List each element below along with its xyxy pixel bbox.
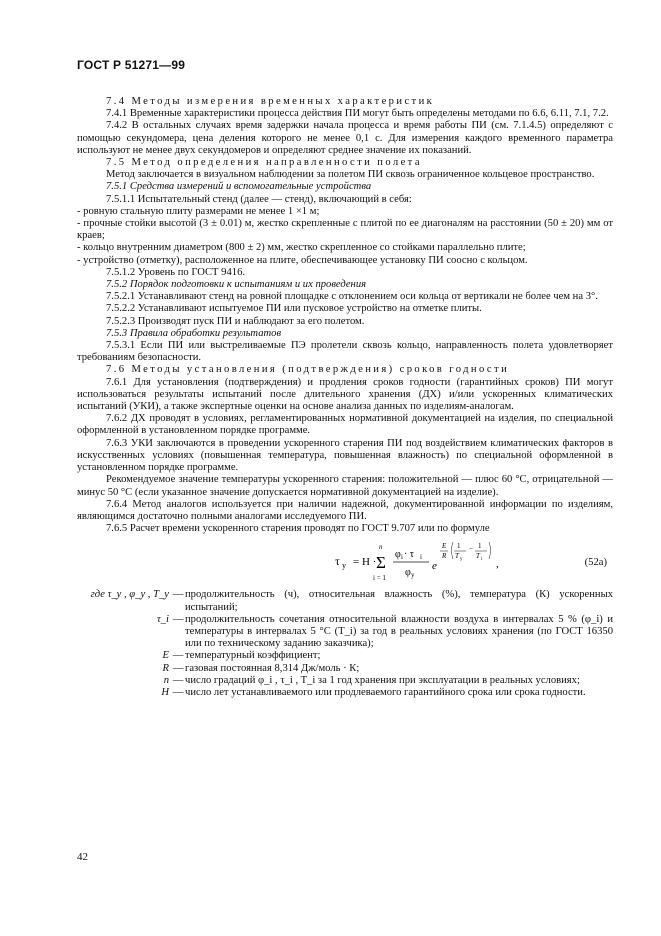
definition-dash: — bbox=[172, 589, 184, 601]
definition-row bbox=[77, 589, 613, 613]
paragraph-list bbox=[77, 96, 613, 535]
paragraph: - ровную стальную плиту размерами не менее 1 ×1 м; bbox=[77, 205, 320, 217]
formula-exp-E: E bbox=[442, 542, 447, 551]
formula-exp-paren-right bbox=[489, 542, 491, 559]
formula-num-sub2: i bbox=[420, 553, 422, 562]
paragraph: 7.6.2 ДХ проводят в условиях, регламентированных нормативной документацией на изделия, по специальной оформленной в установленном порядке программе. bbox=[77, 413, 613, 437]
definition-text: газовая постоянная 8,314 Дж/моль · К; bbox=[185, 662, 360, 674]
definition-symbol: H bbox=[161, 686, 169, 698]
definition-text: продолжительность сочетания относительной влажности воздуха в интервалах 5 % (φ_i) и температуры в интервалах 5 °С (T_i) за год в реальных условиях хранения (по ГОСТ 16350 или по техническому заданию заказчика); bbox=[185, 613, 613, 650]
formula-exp-T-b-sub: i bbox=[481, 557, 483, 563]
paragraph: 7.5 Метод определения направленности полета bbox=[106, 157, 422, 169]
paragraph: 7.6.1 Для установления (подтверждения) и продления сроков годности (гарантийных сроков) ПИ могут использоваться результаты испытаний после длительного хранения (ДХ) и/или ускоренных климатических испытаний (УКИ), а также экспертные оценки на основе анализа данных по изделиям-аналогам. bbox=[77, 376, 613, 413]
formula-exp-T-b: T bbox=[476, 552, 480, 561]
formula-exp-one-b: 1 bbox=[478, 542, 482, 551]
formula-52a bbox=[77, 535, 613, 589]
definitions-list bbox=[77, 589, 613, 699]
formula-graphic bbox=[335, 537, 535, 587]
definition-dash: — bbox=[172, 662, 184, 674]
paragraph: 7.4.1 Временные характеристики процесса действия ПИ могут быть определены методами по 6.6, 6.11, 7.1, 7.2. bbox=[106, 108, 609, 120]
paragraph: 7.6.5 Расчет времени ускоренного старения проводят по ГОСТ 9.707 или по формуле bbox=[106, 523, 490, 535]
formula-den: φ bbox=[405, 567, 411, 579]
formula-exp-paren-left bbox=[452, 542, 454, 559]
definition-row bbox=[77, 687, 613, 699]
definition-symbol: R bbox=[162, 662, 169, 674]
definition-symbol: n bbox=[163, 674, 169, 686]
definition-text: температурный коэффициент; bbox=[185, 650, 321, 662]
paragraph: - кольцо внутренним диаметром (800 ± 2) мм, жестко скрепленное со стойками параллельно плите; bbox=[77, 242, 526, 254]
formula-exp-one-a: 1 bbox=[457, 542, 461, 551]
formula-exp-T-a: T bbox=[455, 552, 459, 561]
paragraph: 7.5.1 Средства измерений и вспомогательные устройства bbox=[106, 181, 372, 193]
definition-text: число лет устанавливаемого или продлеваемого гарантийного срока или срока годности. bbox=[185, 686, 586, 698]
definition-symbol: E bbox=[162, 650, 169, 662]
definition-row bbox=[77, 675, 613, 687]
paragraph: 7.6 Методы установления (подтверждения) сроков годности bbox=[106, 364, 510, 376]
definition-symbol: τ_i bbox=[156, 613, 169, 625]
paragraph: 7.5.1.1 Испытательный стенд (далее — стенд), включающий в себя: bbox=[106, 193, 412, 205]
formula-sum-bottom: i = 1 bbox=[373, 574, 386, 583]
document-body bbox=[77, 96, 613, 699]
formula-number: (52а) bbox=[584, 557, 607, 569]
formula-num-sub: i bbox=[401, 553, 403, 562]
definition-symbol: где τ_у , φ_у , T_у bbox=[90, 589, 169, 601]
paragraph: 7.4.2 В остальных случаях время задержки начала процесса и время работы ПИ (см. 7.1.4.5) определяют с помощью секундомера, цена деления которого не менее 0,1 с. Для измерения каждого временного параметра используют не менее двух секундомеров и определяют среднее значение их показаний. bbox=[77, 120, 613, 156]
definition-dash: — bbox=[172, 686, 184, 698]
document-header: ГОСТ Р 51271—99 bbox=[77, 58, 186, 72]
formula-exp-minus: − bbox=[469, 545, 473, 554]
formula-eq: = H · bbox=[353, 556, 377, 569]
definition-text: продолжительность (ч), относительная влажность (%), температура (К) ускоренных испытаний; bbox=[185, 589, 613, 613]
paragraph: - устройство (отметку), расположенное на плите, обеспечивающее установку ПИ соосно с кольцом. bbox=[77, 254, 528, 266]
paragraph: Рекомендуемое значение температуры ускоренного старения: положительной — плюс 60 °С, отрицательной — минус 50 °С (если указанное значение допускается нормативной документацией на изделие). bbox=[77, 474, 613, 498]
paragraph: 7.5.2.1 Устанавливают стенд на ровной площадке с отклонением оси кольца от вертикали не более чем на 3°. bbox=[106, 291, 598, 303]
formula-den-sub: у bbox=[411, 571, 415, 580]
paragraph: - прочные стойки высотой (3 ± 0.01) м, жестко скрепленные с плитой по ее диагоналям на расстоянии (50 ± 20) мм от краев; bbox=[77, 218, 613, 242]
paragraph: 7.6.3 УКИ заключаются в проведении ускоренного старения ПИ под воздействием климатических факторов в искусственных условиях (повышенная температура, повышенная влажность) по специальной оформленной в установленном порядке программе. bbox=[77, 437, 613, 474]
paragraph: 7.5.2 Порядок подготовки к испытаниям и их проведения bbox=[106, 279, 367, 291]
formula-lhs: τ bbox=[335, 554, 340, 569]
formula-sum-top: n bbox=[379, 543, 383, 552]
paragraph: Метод заключается в визуальном наблюдении за полетом ПИ сквозь ограниченное кольцевое пространство. bbox=[106, 169, 595, 181]
paragraph: 7.5.2.3 Производят пуск ПИ и наблюдают за его полетом. bbox=[106, 315, 365, 327]
formula-sum: Σ bbox=[376, 553, 386, 573]
paragraph: 7.4 Методы измерения временных характеристик bbox=[106, 96, 435, 107]
definition-row bbox=[77, 663, 613, 675]
formula-exp-T-a-sub: у bbox=[460, 557, 463, 563]
formula-num: φ bbox=[395, 549, 401, 561]
paragraph: 7.6.4 Метод аналогов используется при наличии надежной, документированной информации по изделиям, являющимся достаточно полными аналогами исследуемого ПИ. bbox=[77, 498, 613, 522]
formula-comma: , bbox=[496, 558, 499, 571]
formula-num-mid: · τ bbox=[404, 549, 414, 561]
definition-text: число градаций φ_i , τ_i , T_i за 1 год хранения при эксплуатации в реальных условиях; bbox=[185, 674, 580, 686]
paragraph: 7.5.1.2 Уровень по ГОСТ 9416. bbox=[106, 266, 246, 278]
formula-exp-R: R bbox=[442, 552, 447, 561]
paragraph: 7.5.3.1 Если ПИ или выстреливаемые ПЭ пролетели сквозь кольцо, направленность полета удовлетворяет требованиям безопасности. bbox=[77, 340, 613, 364]
formula-lhs-sub: у bbox=[342, 561, 346, 571]
definition-dash: — bbox=[172, 650, 184, 662]
definition-dash: — bbox=[172, 613, 184, 625]
definition-row bbox=[77, 614, 613, 651]
page-number: 42 bbox=[77, 851, 88, 863]
definition-dash: — bbox=[172, 674, 184, 686]
definition-row bbox=[77, 650, 613, 662]
paragraph: 7.5.3 Правила обработки результатов bbox=[106, 327, 282, 339]
paragraph: 7.5.2.2 Устанавливают испытуемое ПИ или пусковое устройство на отметке плиты. bbox=[106, 303, 482, 315]
formula-exp-base: e bbox=[432, 560, 437, 573]
